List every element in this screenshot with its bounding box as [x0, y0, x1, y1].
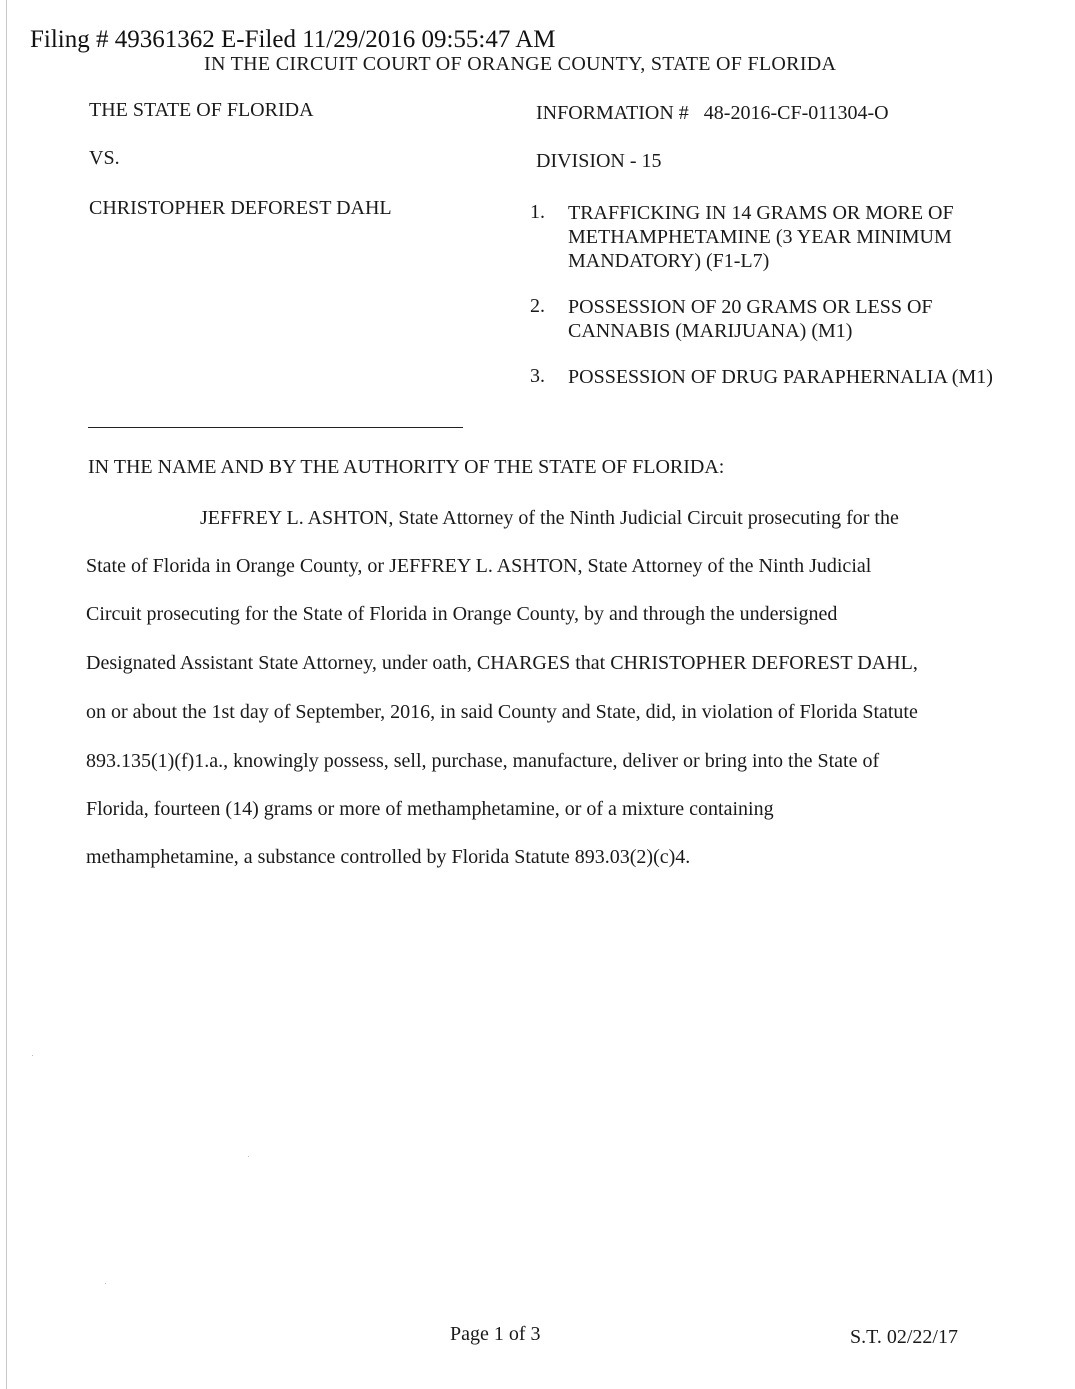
scan-speck: [32, 1055, 33, 1056]
information-number: 48-2016-CF-011304-O: [703, 102, 889, 124]
page-number: Page 1 of 3: [450, 1323, 541, 1345]
plaintiff-name: THE STATE OF FLORIDA: [89, 99, 314, 121]
body-line: Designated Assistant State Attorney, under oath, CHARGES that CHRISTOPHER DEFOREST DAHL,: [86, 652, 918, 674]
court-header-text: IN THE CIRCUIT COURT OF ORANGE COUNTY, STATE OF FLORIDA: [204, 55, 837, 75]
count-number: 1.: [530, 201, 545, 223]
signature-rule: [88, 427, 463, 428]
scan-speck: [248, 1156, 249, 1157]
count-line: METHAMPHETAMINE (3 YEAR MINIMUM: [568, 226, 952, 248]
versus-label: VS.: [89, 147, 120, 169]
body-line: JEFFREY L. ASHTON, State Attorney of the Ninth Judicial Circuit prosecuting for the: [200, 507, 899, 529]
count-description: [568, 201, 954, 273]
count-description: [568, 295, 933, 343]
count-line: POSSESSION OF 20 GRAMS OR LESS OF: [568, 296, 933, 318]
body-line: Circuit prosecuting for the State of Florida in Orange County, by and through the undersigned: [86, 603, 838, 625]
authority-heading: IN THE NAME AND BY THE AUTHORITY OF THE STATE OF FLORIDA:: [88, 456, 725, 478]
body-line: State of Florida in Orange County, or JEFFREY L. ASHTON, State Attorney of the Ninth Judicial: [86, 555, 872, 577]
information-label: INFORMATION #: [536, 102, 689, 124]
count-number: 3.: [530, 365, 545, 387]
footer-st-date: S.T. 02/22/17: [850, 1326, 958, 1348]
division-label: DIVISION - 15: [536, 150, 662, 172]
court-header: [204, 55, 836, 79]
body-line: Florida, fourteen (14) grams or more of methamphetamine, or of a mixture containing: [86, 798, 774, 820]
defendant-name: CHRISTOPHER DEFOREST DAHL: [89, 197, 392, 219]
count-line: CANNABIS (MARIJUANA) (M1): [568, 320, 853, 342]
count-line: MANDATORY) (F1-L7): [568, 250, 770, 272]
body-line: on or about the 1st day of September, 2016, in said County and State, did, in violation of Florida Statute: [86, 701, 918, 723]
scan-speck: [105, 1283, 106, 1284]
page-edge: [6, 0, 7, 1389]
count-description: [568, 365, 993, 389]
information-number-line: [536, 102, 889, 125]
count-line: POSSESSION OF DRUG PARAPHERNALIA (M1): [568, 366, 993, 388]
count-number: 2.: [530, 295, 545, 317]
body-line: methamphetamine, a substance controlled by Florida Statute 893.03(2)(c)4.: [86, 846, 691, 868]
count-line: TRAFFICKING IN 14 GRAMS OR MORE OF: [568, 202, 954, 224]
e-filing-stamp: Filing # 49361362 E-Filed 11/29/2016 09:55:47 AM: [30, 26, 556, 53]
body-line: 893.135(1)(f)1.a., knowingly possess, sell, purchase, manufacture, deliver or bring into the State of: [86, 750, 880, 772]
